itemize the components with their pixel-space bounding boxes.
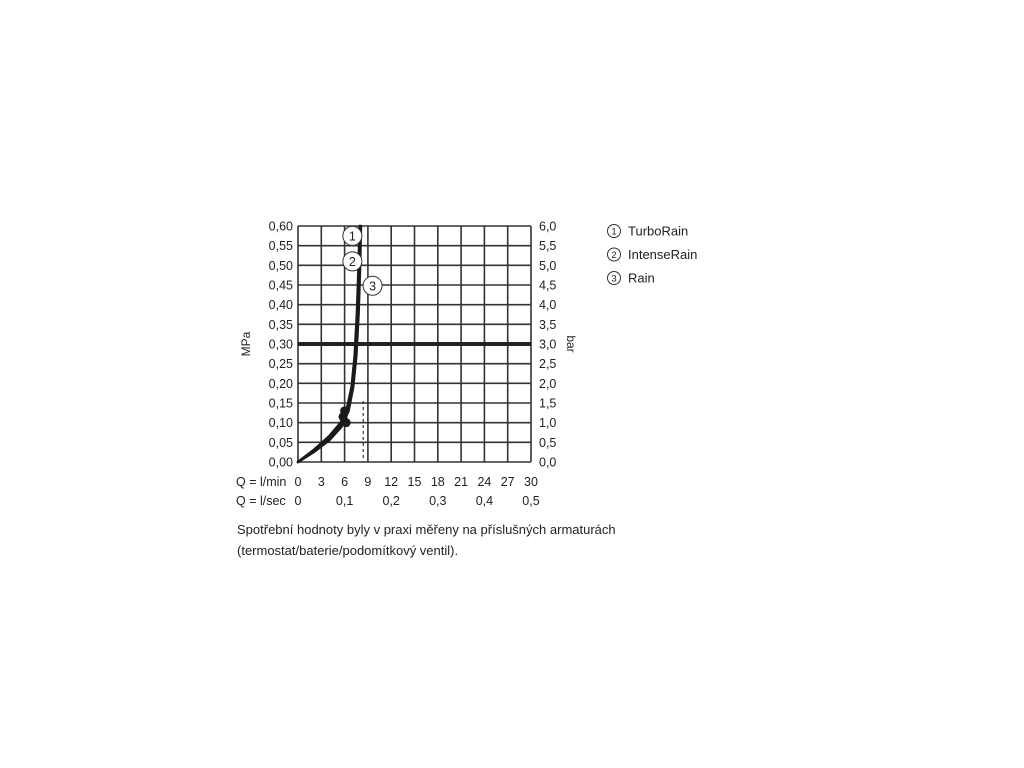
left-axis-tick-label: 0,15 xyxy=(268,396,293,411)
right-axis-tick-label: 1,0 xyxy=(539,416,557,431)
right-axis-tick-label: 3,5 xyxy=(539,317,557,332)
x-axis-tick-label: 0 xyxy=(294,494,302,508)
right-axis-tick-label: 0,0 xyxy=(539,455,557,470)
curve-label-number: 3 xyxy=(369,279,377,294)
x-axis-row-label: Q = l/min xyxy=(236,475,287,489)
x-axis-tick-label: 18 xyxy=(430,475,445,489)
right-axis-title: bar xyxy=(564,335,578,353)
x-axis-tick-label: 27 xyxy=(500,475,515,489)
left-axis-tick-label: 0,55 xyxy=(268,239,293,254)
x-axis-tick-label: 0,3 xyxy=(429,494,447,508)
right-axis-tick-label: 5,0 xyxy=(539,258,557,273)
right-axis-tick-label: 3,0 xyxy=(539,337,557,352)
right-axis-tick-label: 2,0 xyxy=(539,376,557,391)
right-axis-tick-label: 4,5 xyxy=(539,278,557,293)
left-axis-tick-label: 0,60 xyxy=(268,219,293,234)
x-axis-tick-label: 15 xyxy=(407,475,422,489)
x-axis-tick-label: 30 xyxy=(524,475,538,489)
right-axis-tick-label: 0,5 xyxy=(539,435,557,450)
left-axis-tick-label: 0,25 xyxy=(268,357,293,372)
left-axis-title: MPa xyxy=(239,331,253,357)
right-axis-tick-label: 6,0 xyxy=(539,219,557,234)
left-axis-tick-label: 0,40 xyxy=(268,298,293,313)
x-axis-row-label: Q = l/sec xyxy=(236,494,286,508)
x-axis-tick-label: 0,5 xyxy=(522,494,540,508)
curve-label-number: 2 xyxy=(348,254,356,269)
left-axis-tick-label: 0,30 xyxy=(268,337,293,352)
right-axis-tick-label: 5,5 xyxy=(539,239,557,254)
x-axis-tick-label: 0,4 xyxy=(475,494,494,508)
left-axis-tick-label: 0,05 xyxy=(268,435,293,450)
x-axis-tick-label: 0 xyxy=(294,475,302,489)
left-axis-tick-label: 0,20 xyxy=(268,376,293,391)
left-axis-tick-label: 0,50 xyxy=(268,258,293,273)
legend-marker-number: 2 xyxy=(611,250,617,261)
x-axis-tick-label: 0,2 xyxy=(382,494,400,508)
caption: Spotřební hodnoty byly v praxi měřeny na příslušných armaturách (termostat/baterie/podomítkový ventil). xyxy=(237,522,616,558)
legend-entry-label: Rain xyxy=(628,270,655,286)
left-axis-tick-label: 0,35 xyxy=(268,317,293,332)
left-axis-tick-label: 0,45 xyxy=(268,278,293,293)
x-axis-tick-label: 24 xyxy=(477,475,492,489)
x-axis-tick-label: 21 xyxy=(454,475,469,489)
x-axis-tick-label: 9 xyxy=(364,475,372,489)
series-point-rain xyxy=(342,418,351,427)
legend-marker-number: 3 xyxy=(611,273,617,285)
right-axis-tick-label: 1,5 xyxy=(539,396,557,411)
x-axis-tick-label: 6 xyxy=(341,475,349,489)
left-axis-tick-label: 0,10 xyxy=(268,416,293,431)
x-axis-tick-label: 3 xyxy=(317,475,325,489)
legend-marker-number: 1 xyxy=(611,226,617,238)
curve-label-number: 1 xyxy=(348,229,356,244)
left-axis-tick-label: 0,00 xyxy=(268,455,293,470)
right-axis-tick-label: 4,0 xyxy=(539,298,557,313)
x-axis-tick-label: 0,1 xyxy=(335,494,354,508)
right-axis-tick-label: 2,5 xyxy=(539,357,557,372)
legend-entry-label: IntenseRain xyxy=(628,247,698,262)
legend-entry-label: TurboRain xyxy=(628,223,689,239)
x-axis-tick-label: 12 xyxy=(384,475,399,489)
